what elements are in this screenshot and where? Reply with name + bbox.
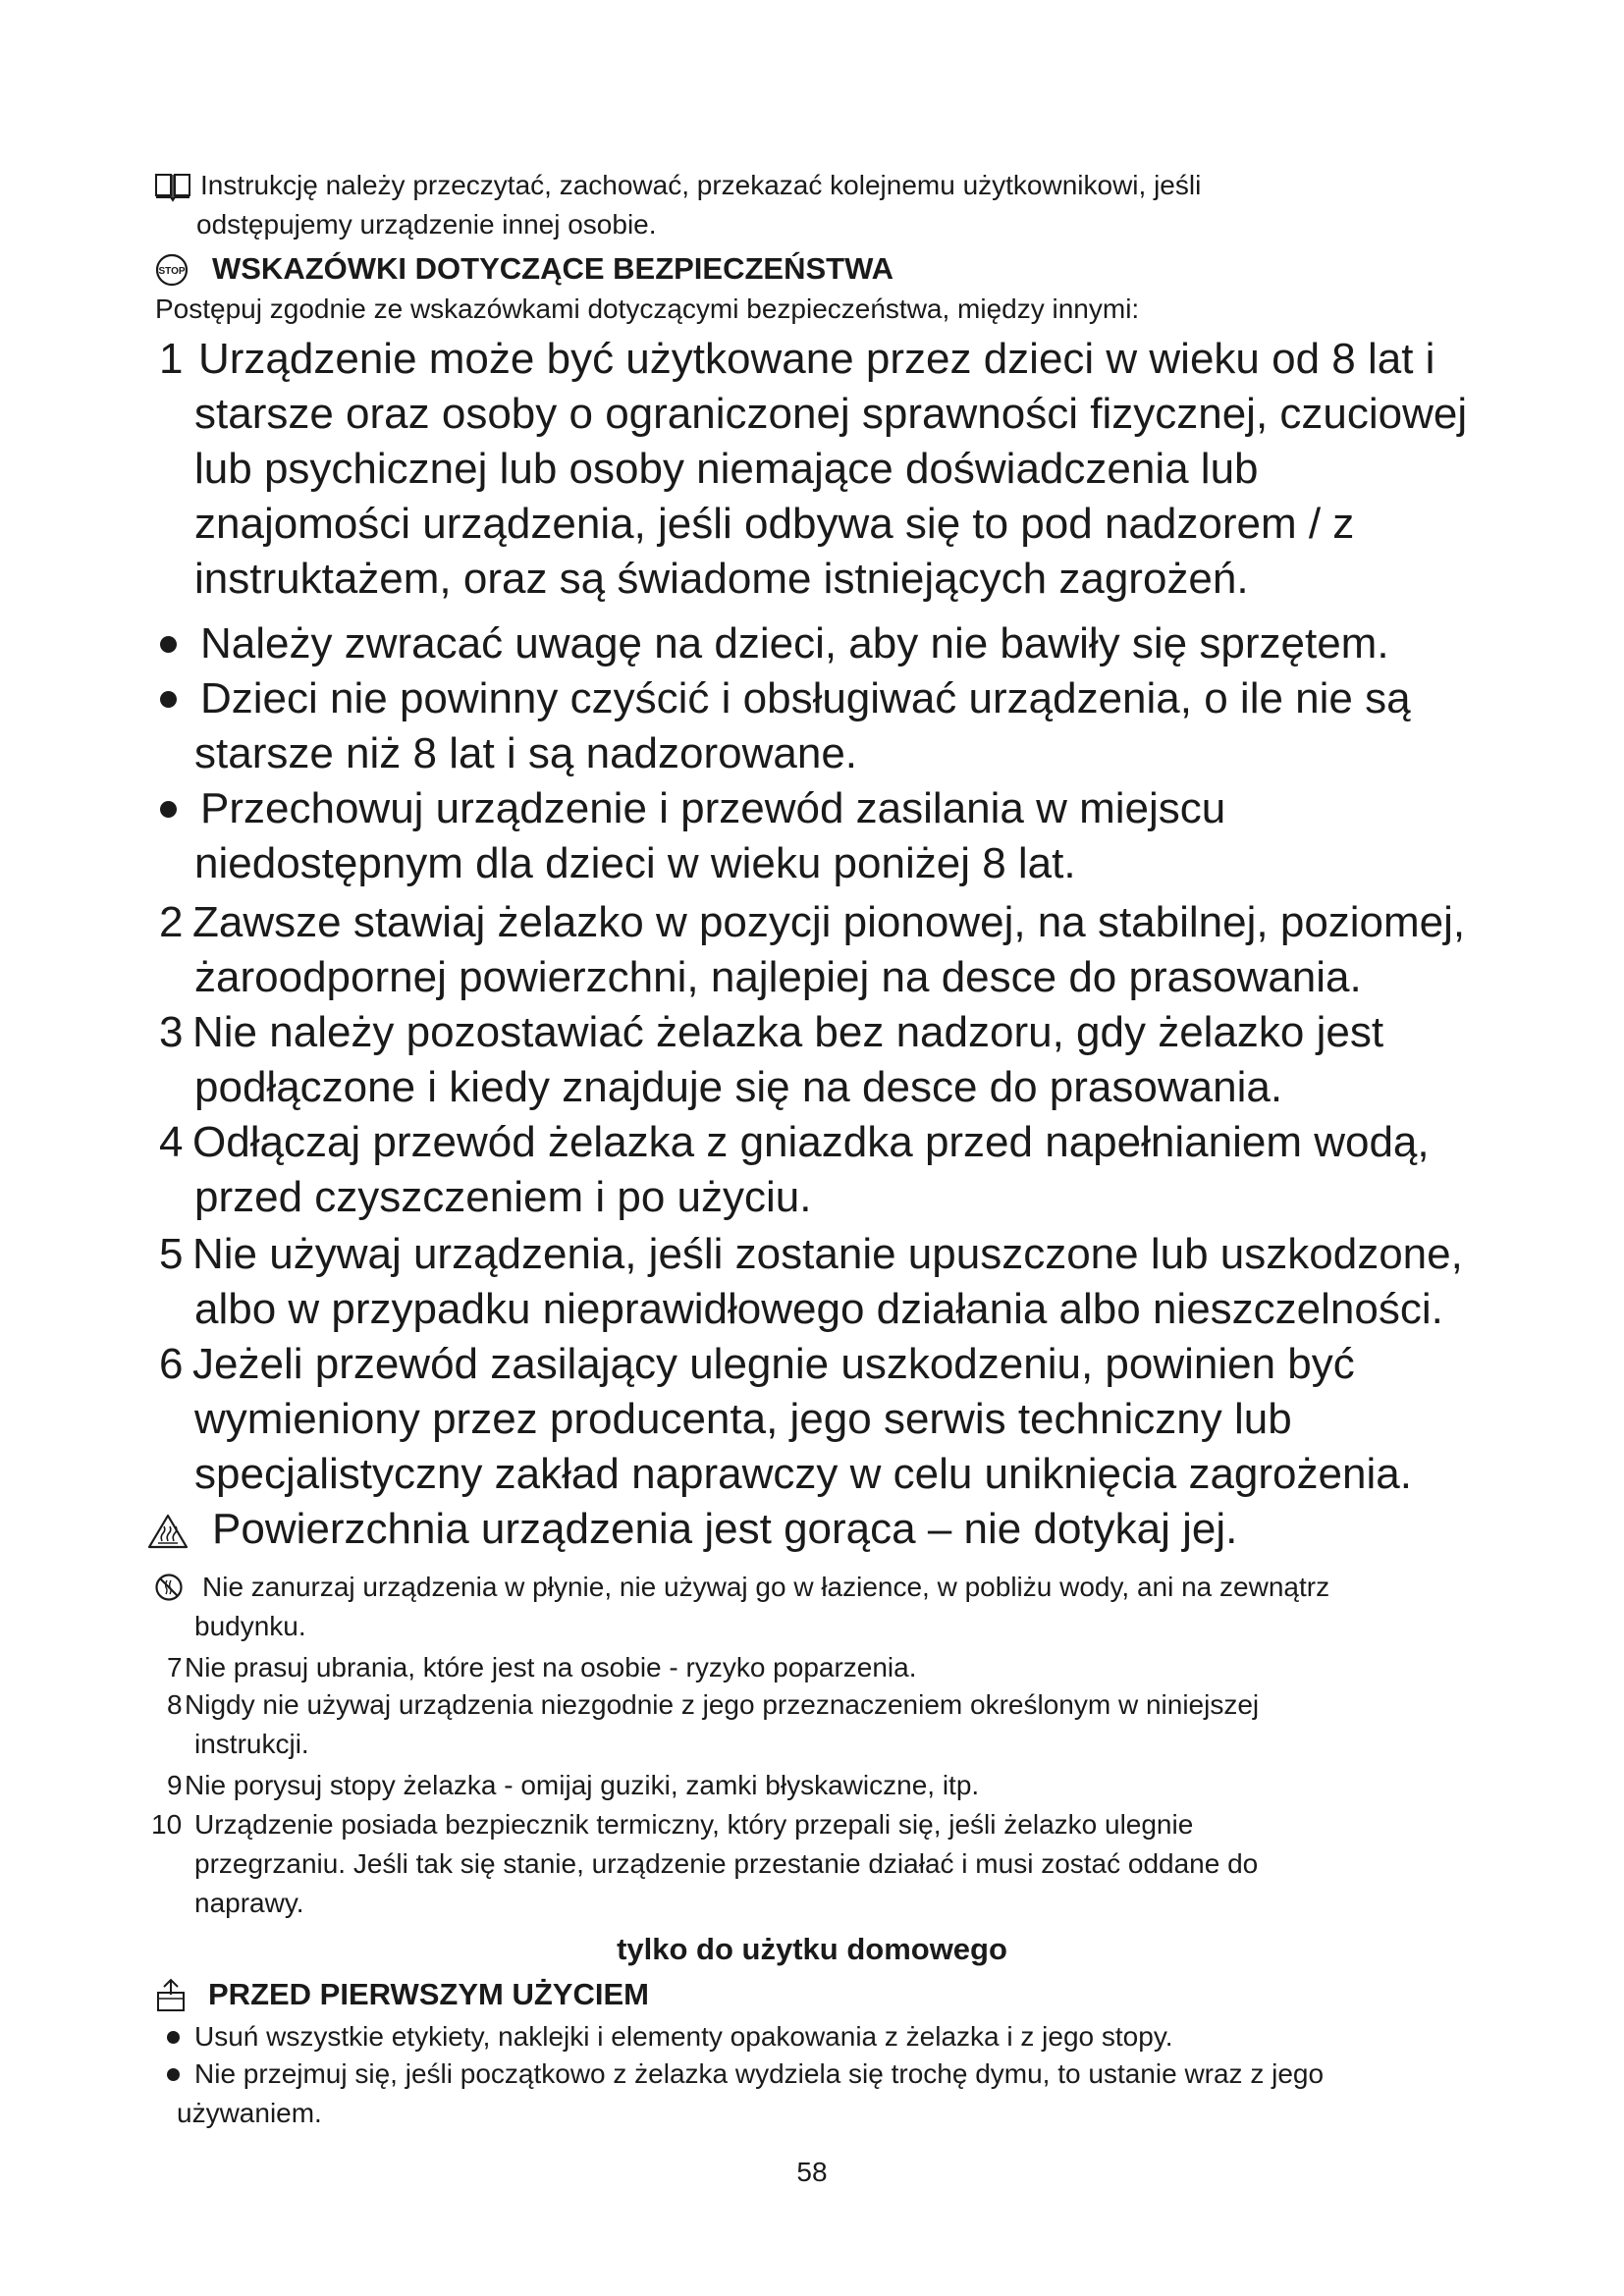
- item-4-line: Odłączaj przewód żelazka z gniazdka przed napełnianiem wodą,: [192, 1118, 1430, 1166]
- item-number: 10: [151, 1809, 183, 1840]
- intro-line-1: Instrukcję należy przeczytać, zachować, przekazać kolejnemu użytkownikowi, jeśli: [200, 170, 1202, 200]
- first-use-bullet-line: używaniem.: [177, 2098, 322, 2128]
- safety-lead: Postępuj zgodnie ze wskazówkami dotyczącymi bezpieczeństwa, między innymi:: [155, 294, 1140, 324]
- item-7-line: Nie prasuj ubrania, które jest na osobie - ryzyko poparzenia.: [185, 1652, 917, 1682]
- bullet-icon: [167, 2031, 180, 2044]
- bullet-icon: [160, 801, 177, 818]
- bullet-line: niedostępnym dla dzieci w wieku poniżej 8 lat.: [194, 839, 1076, 887]
- no-immerse-line: Nie zanurzaj urządzenia w płynie, nie używaj go w łazience, w pobliżu wody, ani na zewnątrz: [202, 1572, 1330, 1602]
- item-8-line: instrukcji.: [194, 1729, 309, 1759]
- item-6-line: Jeżeli przewód zasilający ulegnie uszkodzeniu, powinien być: [192, 1340, 1355, 1388]
- no-water-icon: [154, 1573, 184, 1602]
- item-2-line: żaroodpornej powierzchni, najlepiej na desce do prasowania.: [194, 953, 1362, 1001]
- first-use-bullet-line: Usuń wszystkie etykiety, naklejki i elementy opakowania z żelazka i z jego stopy.: [194, 2021, 1173, 2052]
- stop-icon: [155, 253, 189, 287]
- item-3-line: Nie należy pozostawiać żelazka bez nadzoru, gdy żelazko jest: [192, 1008, 1384, 1056]
- item-number: 4: [159, 1118, 184, 1166]
- item-1-line: lub psychicznej lub osoby niemające doświadczenia lub: [194, 445, 1259, 493]
- item-3-line: podłączone i kiedy znajduje się na desce do prasowania.: [194, 1063, 1283, 1111]
- safety-heading: WSKAZÓWKI DOTYCZĄCE BEZPIECZEŃSTWA: [212, 251, 894, 286]
- item-10-line: naprawy.: [194, 1888, 304, 1918]
- item-1-line: znajomości urządzenia, jeśli odbywa się to pod nadzorem / z: [194, 500, 1355, 548]
- item-5-line: Nie używaj urządzenia, jeśli zostanie upuszczone lub uszkodzone,: [192, 1230, 1463, 1278]
- item-1-line: Urządzenie może być użytkowane przez dzieci w wieku od 8 lat i: [198, 335, 1435, 383]
- item-number: 2: [159, 898, 184, 946]
- page-number: 58: [796, 2157, 828, 2187]
- bullet-icon: [160, 636, 177, 653]
- first-use-heading: PRZED PIERWSZYM UŻYCIEM: [208, 1977, 649, 2011]
- bullet-line: Przechowuj urządzenie i przewód zasilania w miejscu: [200, 784, 1226, 832]
- item-number: 1: [159, 335, 184, 383]
- item-number: 3: [159, 1008, 184, 1056]
- item-number: 5: [159, 1230, 184, 1278]
- bullet-line: Dzieci nie powinny czyścić i obsługiwać urządzenia, o ile nie są: [200, 674, 1411, 722]
- item-4-line: przed czyszczeniem i po użyciu.: [194, 1173, 812, 1221]
- first-use-bullet-line: Nie przejmuj się, jeśli początkowo z żelazka wydziela się trochę dymu, to ustanie wraz z jego: [194, 2058, 1325, 2089]
- item-1-line: instruktażem, oraz są świadome istniejących zagrożeń.: [194, 555, 1249, 603]
- intro-line-2: odstępujemy urządzenie innej osobie.: [196, 209, 657, 240]
- no-immerse-line: budynku.: [194, 1611, 306, 1641]
- hot-surface-warning-icon: [147, 1514, 189, 1549]
- svg-text:STOP: STOP: [158, 266, 186, 277]
- bullet-line: starsze niż 8 lat i są nadzorowane.: [194, 729, 858, 777]
- item-10-line: przegrzaniu. Jeśli tak się stanie, urządzenie przestanie działać i musi zostać oddane do: [194, 1848, 1259, 1879]
- item-number: 6: [159, 1340, 184, 1388]
- item-1-line: starsze oraz osoby o ograniczonej sprawności fizycznej, czuciowej: [194, 390, 1468, 438]
- item-9-line: Nie porysuj stopy żelazka - omijaj guziki, zamki błyskawiczne, itp.: [185, 1770, 980, 1800]
- item-number: 8: [167, 1689, 183, 1720]
- item-6-line: specjalistyczny zakład naprawczy w celu uniknięcia zagrożenia.: [194, 1450, 1412, 1498]
- item-2-line: Zawsze stawiaj żelazko w pozycji pionowej, na stabilnej, poziomej,: [192, 898, 1466, 946]
- item-8-line: Nigdy nie używaj urządzenia niezgodnie z jego przeznaczeniem określonym w niniejszej: [185, 1689, 1260, 1720]
- item-6-line: wymieniony przez producenta, jego serwis techniczny lub: [194, 1395, 1292, 1443]
- item-number: 9: [167, 1770, 183, 1800]
- hot-surface-warning: Powierzchnia urządzenia jest gorąca – nie dotykaj jej.: [212, 1505, 1238, 1553]
- item-number: 7: [167, 1652, 183, 1682]
- household-use-note: tylko do użytku domowego: [617, 1932, 1007, 1966]
- bullet-icon: [167, 2068, 180, 2081]
- bullet-icon: [160, 691, 177, 708]
- item-10-line: Urządzenie posiada bezpiecznik termiczny, który przepali się, jeśli żelazko ulegnie: [194, 1809, 1194, 1840]
- bullet-line: Należy zwracać uwagę na dzieci, aby nie bawiły się sprzętem.: [200, 619, 1389, 667]
- item-5-line: albo w przypadku nieprawidłowego działania albo nieszczelności.: [194, 1285, 1443, 1333]
- unpack-box-icon: [153, 1977, 189, 2012]
- book-icon: [155, 173, 190, 202]
